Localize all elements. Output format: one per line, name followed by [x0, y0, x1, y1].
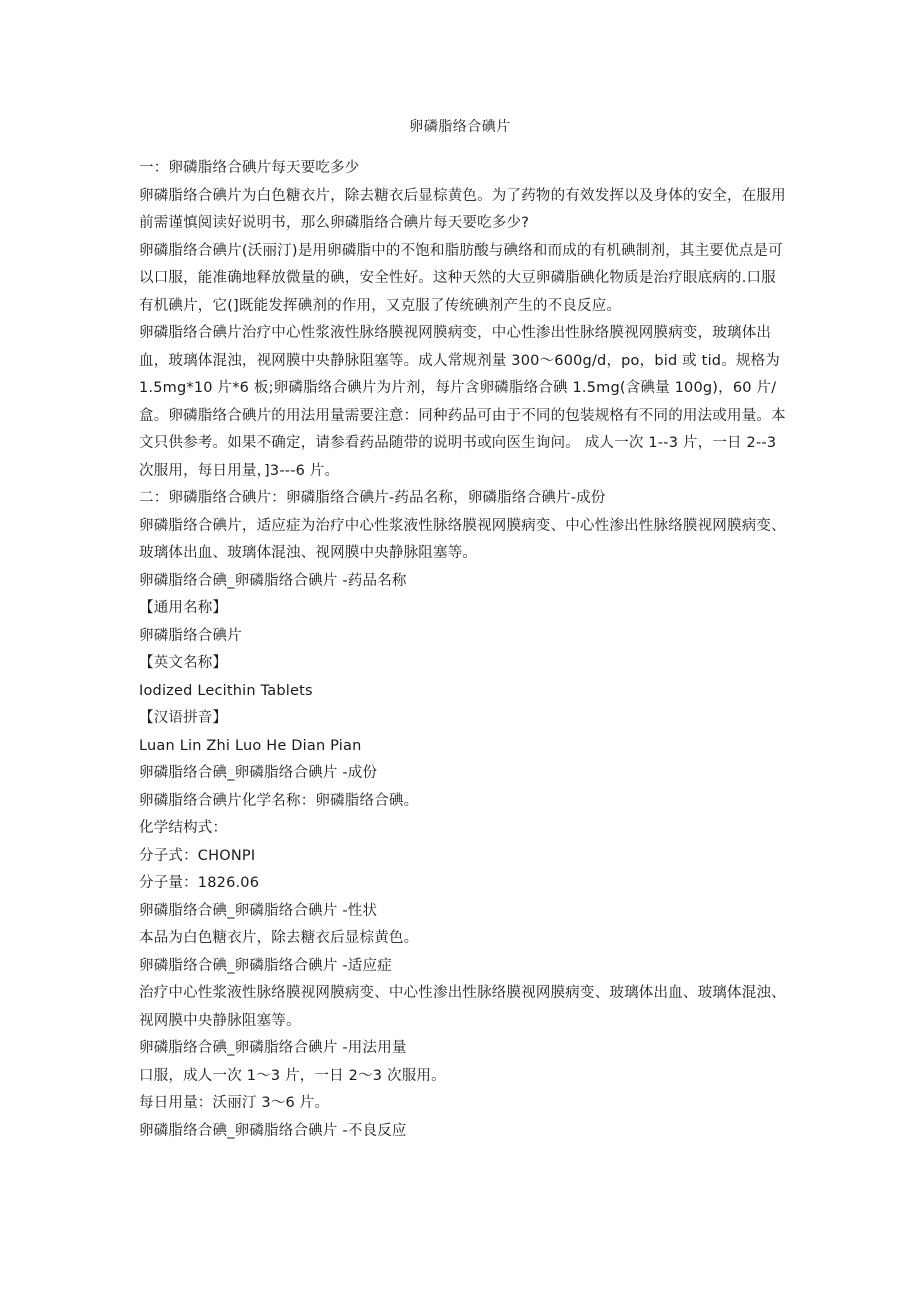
paragraph: 治疗中心性浆液性脉络膜视网膜病变、中心性渗出性脉络膜视网膜病变、玻璃体出血、玻璃体混浊、视网膜中央静脉阻塞等。	[139, 985, 786, 1029]
paragraph: 口服，成人一次 1～3 片，一日 2～3 次服用。	[139, 1067, 446, 1084]
paragraph: 卵磷脂络合碘片(沃丽汀)是用卵磷脂中的不饱和脂肪酸与碘络和而成的有机碘制剂，其主要优点是可以口服，能准确地释放微量的碘，安全性好。这种天然的大豆卵磷脂碘化物质是治疗眼底病的.口服有机碘片，它(]既能发挥碘剂的作用，又克服了传统碘剂产生的不良反应。	[139, 242, 783, 314]
field-label: 【通用名称】	[139, 600, 228, 616]
paragraph: 本品为白色糖衣片，除去糖衣后显棕黄色。	[139, 930, 419, 946]
subsection-heading: 卵磷脂络合碘_卵磷脂络合碘片 -用法用量	[139, 1040, 407, 1056]
document-title: 卵磷脂络合碘片	[409, 119, 511, 135]
section-heading-2: 二：卵磷脂络合碘片：卵磷脂络合碘片-药品名称，卵磷脂络合碘片-成份	[139, 490, 606, 506]
field-label: 【汉语拼音】	[139, 710, 228, 726]
paragraph: 化学结构式：	[139, 820, 228, 836]
section-heading-1: 一：卵磷脂络合碘片每天要吃多少	[139, 160, 360, 176]
subsection-heading: 卵磷脂络合碘_卵磷脂络合碘片 -药品名称	[139, 572, 407, 589]
paragraph: 卵磷脂络合碘片化学名称：卵磷脂络合碘。	[139, 792, 419, 809]
field-value: 卵磷脂络合碘片	[139, 627, 242, 644]
paragraph: 卵磷脂络合碘片为白色糖衣片，除去糖衣后显棕黄色。为了药物的有效发挥以及身体的安全，在服用前需谨慎阅读好说明书，那么卵磷脂络合碘片每天要吃多少?	[139, 187, 786, 231]
subsection-heading: 卵磷脂络合碘_卵磷脂络合碘片 -性状	[139, 902, 378, 919]
document-body	[139, 155, 789, 1145]
subsection-heading: 卵磷脂络合碘_卵磷脂络合碘片 -适应症	[139, 957, 392, 974]
subsection-heading: 卵磷脂络合碘_卵磷脂络合碘片 -不良反应	[139, 1122, 407, 1139]
field-value: Iodized Lecithin Tablets	[139, 682, 313, 699]
paragraph: 分子式：CHONPI	[139, 847, 256, 864]
paragraph: 分子量：1826.06	[139, 875, 260, 891]
paragraph: 卵磷脂络合碘片，适应症为治疗中心性浆液性脉络膜视网膜病变、中心性渗出性脉络膜视网膜病变、玻璃体出血、玻璃体混浊、视网膜中央静脉阻塞等。	[139, 517, 786, 561]
subsection-heading: 卵磷脂络合碘_卵磷脂络合碘片 -成份	[139, 765, 378, 781]
field-label: 【英文名称】	[139, 655, 228, 671]
paragraph: 卵磷脂络合碘片治疗中心性浆液性脉络膜视网膜病变，中心性渗出性脉络膜视网膜病变，玻璃体出血，玻璃体混浊，视网膜中央静脉阻塞等。成人常规剂量 300～600g/d，po，bid 或 tid。规格为 1.5mg*10 片*6 板;卵磷脂络合碘片为片剂，每片含卵磷脂络合碘 1.5mg(含碘量 100g)，60 片/盒。卵磷脂络合碘片的用法用量需要注意：同种药品可由于不同的包装规格有不同的用法或用量。本文只供参考。如果不确定，请参看药品随带的说明书或向医生询问。 成人一次 1--3 片，一日 2--3 次服用，每日用量，]3---6 片。	[139, 325, 786, 479]
field-value: Luan Lin Zhi Luo He Dian Pian	[139, 737, 362, 754]
paragraph: 每日用量：沃丽汀 3～6 片。	[139, 1095, 330, 1111]
